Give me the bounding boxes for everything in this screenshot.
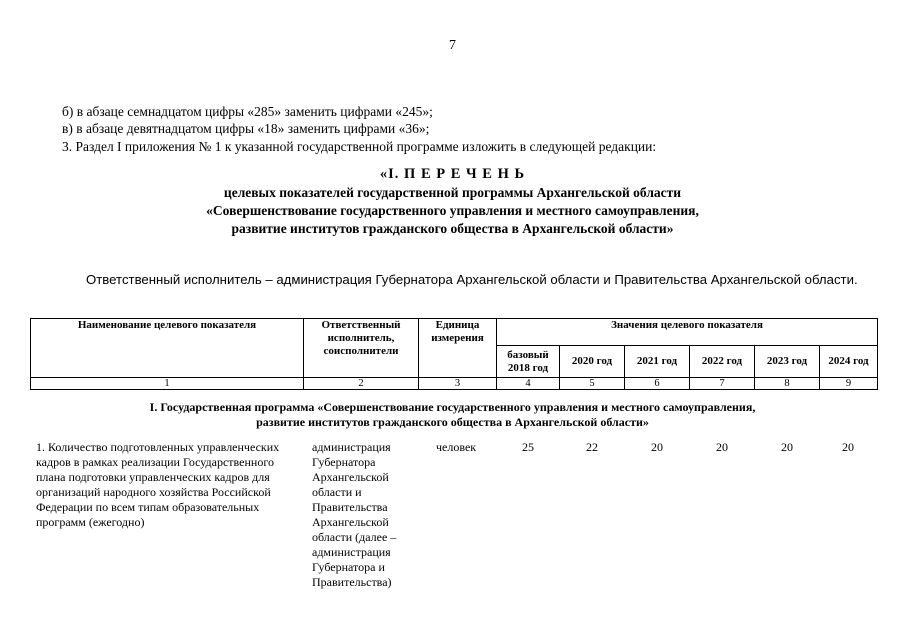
indicator-unit: человек — [436, 440, 477, 454]
value-2020: 22 — [586, 440, 598, 454]
header-values: Значения целевого показателя — [497, 319, 878, 346]
amendment-v: в) в абзаце девятнадцатом цифры «18» заменить цифрами «36»; — [62, 121, 430, 136]
list-subheading-1: целевых показателей государственной программы Архангельской области — [223, 185, 682, 200]
column-number: 8 — [755, 378, 820, 390]
amendment-3: 3. Раздел I приложения № 1 к указанной государственной программе изложить в следующей редакции: — [62, 139, 657, 154]
list-subheading-3: развитие институтов гражданского общества в Архангельской области» — [231, 221, 674, 236]
header-year-2020: 2020 год — [560, 346, 625, 378]
indicator-table — [30, 318, 878, 390]
value-base-2018: 25 — [522, 440, 534, 454]
column-number: 7 — [690, 378, 755, 390]
header-unit: Единица измерения — [419, 319, 497, 378]
indicator-name: 1. Количество подготовленных управленческих кадров в рамках реализации Государственного плана подготовки управленческих кадров для организаций народного хозяйства Российской Федерации по всем типам образовательных программ (ежегодно) — [36, 440, 280, 529]
section-title-line-2: развитие институтов гражданского общества в Архангельской области» — [256, 415, 649, 429]
header-year-base: базовый 2018 год — [497, 346, 560, 378]
value-2024: 20 — [842, 440, 854, 454]
header-year-2021: 2021 год — [625, 346, 690, 378]
list-heading: «I. П Е Р Е Ч Е Н Ь — [379, 166, 526, 182]
column-number: 4 — [497, 378, 560, 390]
section-title-line-1: I. Государственная программа «Совершенствование государственного управления и местного самоуправления, — [149, 400, 756, 414]
column-number: 2 — [304, 378, 419, 390]
value-2021: 20 — [651, 440, 663, 454]
column-number: 5 — [560, 378, 625, 390]
value-2023: 20 — [781, 440, 793, 454]
indicator-executor: администрация Губернатора Архангельской области и Правительства Архангельской области (далее – администрация Губернатора и Правительства) — [312, 440, 397, 589]
responsible-executor: Ответственный исполнитель – администрация Губернатора Архангельской области и Правительства Архангельской области. — [86, 272, 858, 287]
header-executor: Ответственный исполнитель, соисполнители — [304, 319, 419, 378]
column-number: 1 — [31, 378, 304, 390]
value-2022: 20 — [716, 440, 728, 454]
column-number: 9 — [820, 378, 878, 390]
header-name: Наименование целевого показателя — [31, 319, 304, 378]
header-year-2023: 2023 год — [755, 346, 820, 378]
header-year-2022: 2022 год — [690, 346, 755, 378]
amendment-b: б) в абзаце семнадцатом цифры «285» заменить цифрами «245»; — [62, 104, 433, 119]
page-number: 7 — [449, 38, 456, 53]
header-year-2024: 2024 год — [820, 346, 878, 378]
column-number: 6 — [625, 378, 690, 390]
section-title — [0, 400, 905, 430]
list-subheading-2: «Совершенствование государственного управления и местного самоуправления, — [206, 203, 699, 218]
column-number: 3 — [419, 378, 497, 390]
